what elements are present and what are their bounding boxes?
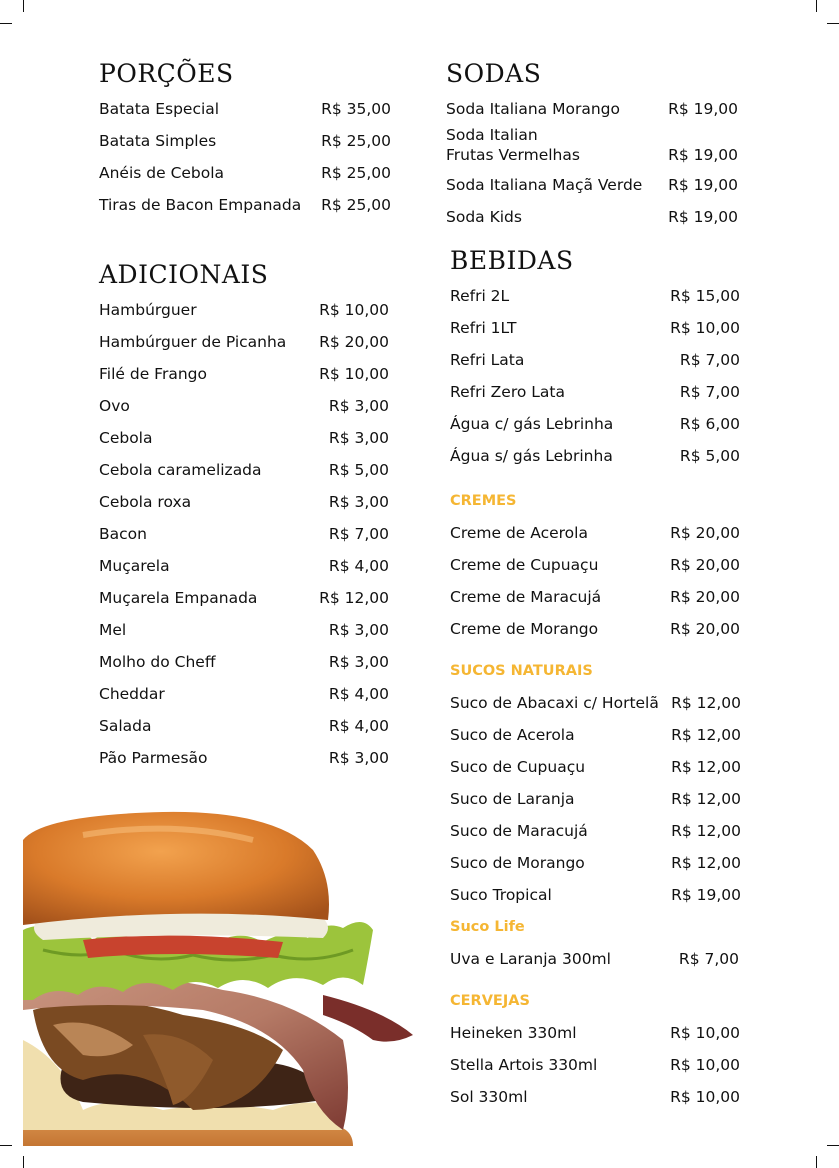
menu-item-price: R$ 12,00 [671, 790, 741, 808]
menu-item-name: Creme de Acerola [450, 524, 588, 542]
menu-item-name: Molho do Cheff [99, 653, 216, 671]
menu-item-name: Batata Especial [99, 100, 220, 118]
menu-item-name: Cebola [99, 429, 153, 447]
section-porcoes [99, 59, 391, 221]
menu-item-name: Batata Simples [99, 132, 217, 150]
menu-item-name: Heineken 330ml [450, 1024, 577, 1042]
menu-item [450, 719, 741, 751]
menu-item-price: R$ 5,00 [679, 447, 740, 465]
menu-item-price: R$ 10,00 [670, 319, 740, 337]
menu-item-name: Creme de Morango [450, 620, 599, 638]
menu-item [450, 517, 740, 549]
menu-item-name: Salada [99, 717, 152, 735]
menu-item-name: Suco Tropical [450, 886, 552, 904]
section-title: PORÇÕES [99, 59, 234, 88]
menu-item-price: R$ 3,00 [328, 493, 389, 511]
menu-item [99, 358, 389, 390]
menu-item-price: R$ 7,00 [328, 525, 389, 543]
menu-item-name: Soda Italiana Morango [446, 100, 620, 118]
crop-mark [23, 1156, 24, 1168]
menu-item [450, 1081, 740, 1113]
menu-item-name: Refri 1LT [450, 319, 517, 337]
section-suco-life [450, 911, 739, 975]
menu-item-price: R$ 3,00 [328, 429, 389, 447]
menu-item [99, 742, 389, 774]
menu-item [450, 613, 740, 645]
menu-item [446, 169, 738, 201]
menu-item [99, 678, 389, 710]
menu-item-price: R$ 19,00 [671, 886, 741, 904]
section-cremes [450, 485, 740, 645]
crop-mark [23, 0, 24, 12]
menu-item-price: R$ 4,00 [328, 685, 389, 703]
menu-item-list [99, 93, 391, 221]
menu-item-price: R$ 12,00 [671, 758, 741, 776]
menu-item [450, 312, 740, 344]
menu-item [450, 751, 741, 783]
menu-item-price: R$ 19,00 [668, 100, 738, 118]
menu-item-list [450, 517, 740, 645]
menu-item-name: Tiras de Bacon Empanada [99, 196, 302, 214]
menu-item [446, 93, 738, 125]
menu-item-price: R$ 20,00 [670, 556, 740, 574]
crop-mark [816, 0, 817, 12]
menu-item [99, 157, 391, 189]
menu-item-name: Água s/ gás Lebrinha [450, 447, 613, 465]
menu-item-price: R$ 3,00 [328, 653, 389, 671]
menu-item [450, 344, 740, 376]
menu-item-price: R$ 10,00 [670, 1088, 740, 1106]
menu-item-name: Pão Parmesão [99, 749, 208, 767]
menu-item-price: R$ 4,00 [328, 717, 389, 735]
menu-item-name: Ovo [99, 397, 130, 415]
menu-item-name: Stella Artois 330ml [450, 1056, 598, 1074]
menu-item [99, 326, 389, 358]
menu-item [99, 125, 391, 157]
menu-item-price: R$ 5,00 [328, 461, 389, 479]
menu-item-list [450, 1017, 740, 1113]
section-cervejas [450, 985, 740, 1113]
menu-item [450, 847, 741, 879]
menu-item [450, 376, 740, 408]
menu-item-price: R$ 20,00 [670, 620, 740, 638]
crop-mark [816, 1156, 817, 1168]
menu-item-name: Filé de Frango [99, 365, 207, 383]
menu-item [99, 454, 389, 486]
menu-item-name: Muçarela Empanada [99, 589, 258, 607]
menu-item-name: Cheddar [99, 685, 165, 703]
section-title: BEBIDAS [450, 246, 574, 275]
menu-item [450, 783, 741, 815]
menu-item [99, 710, 389, 742]
menu-item [99, 614, 389, 646]
menu-item [450, 1049, 740, 1081]
menu-item-list [450, 280, 740, 472]
menu-item-price: R$ 3,00 [328, 749, 389, 767]
section-bebidas [450, 246, 740, 472]
crop-mark [0, 23, 12, 24]
section-title: SODAS [446, 59, 542, 88]
menu-item [99, 294, 389, 326]
menu-item [99, 582, 389, 614]
menu-item-price: R$ 10,00 [319, 301, 389, 319]
menu-item-name: Soda Italian Frutas Vermelhas [446, 126, 580, 164]
menu-item-name: Suco de Acerola [450, 726, 575, 744]
menu-item-name: Suco de Morango [450, 854, 585, 872]
menu-item-price: R$ 19,00 [668, 176, 738, 194]
subsection-title: CERVEJAS [450, 993, 530, 1009]
menu-item-price: R$ 20,00 [319, 333, 389, 351]
burger-photo-icon [23, 810, 418, 1146]
menu-item-name: Cebola roxa [99, 493, 192, 511]
menu-item [99, 518, 389, 550]
menu-item-name: Hambúrguer [99, 301, 197, 319]
menu-item [450, 549, 740, 581]
menu-item [99, 189, 391, 221]
menu-item-name: Creme de Maracujá [450, 588, 602, 606]
menu-item-list [450, 687, 741, 911]
menu-item [450, 440, 740, 472]
menu-item [450, 280, 740, 312]
menu-item-price: R$ 7,00 [678, 950, 739, 968]
menu-item-price: R$ 25,00 [321, 132, 391, 150]
menu-item-price: R$ 12,00 [671, 822, 741, 840]
menu-item-price: R$ 20,00 [670, 524, 740, 542]
section-sodas [446, 59, 738, 233]
menu-item-price: R$ 7,00 [679, 351, 740, 369]
menu-item-price: R$ 15,00 [670, 287, 740, 305]
menu-item [450, 1017, 740, 1049]
menu-item-name: Suco de Maracujá [450, 822, 588, 840]
menu-item-name: Anéis de Cebola [99, 164, 225, 182]
menu-item-name: Mel [99, 621, 127, 639]
subsection-title: CREMES [450, 493, 517, 509]
section-sucos-naturais [450, 655, 741, 911]
menu-item-name: Cebola caramelizada [99, 461, 262, 479]
menu-item [99, 486, 389, 518]
menu-item-name: Creme de Cupuaçu [450, 556, 599, 574]
menu-item-list [99, 294, 389, 774]
menu-item [450, 815, 741, 847]
crop-mark [827, 1145, 839, 1146]
menu-item-name: Sol 330ml [450, 1088, 528, 1106]
menu-item-price: R$ 35,00 [321, 100, 391, 118]
menu-item [99, 550, 389, 582]
menu-item-price: R$ 7,00 [679, 383, 740, 401]
menu-item-name: Suco de Abacaxi c/ Hortelã [450, 694, 659, 712]
menu-item [450, 581, 740, 613]
menu-item-name: Muçarela [99, 557, 170, 575]
menu-item-price: R$ 25,00 [321, 196, 391, 214]
menu-item-price: R$ 25,00 [321, 164, 391, 182]
menu-item-price: R$ 19,00 [668, 208, 738, 226]
menu-item [450, 687, 741, 719]
menu-item-price: R$ 12,00 [671, 694, 741, 712]
section-adicionais [99, 260, 389, 774]
menu-item [450, 408, 740, 440]
menu-item-price: R$ 3,00 [328, 621, 389, 639]
menu-item-name: Refri 2L [450, 287, 510, 305]
menu-item [450, 879, 741, 911]
section-title: ADICIONAIS [99, 260, 269, 289]
menu-item-price: R$ 3,00 [328, 397, 389, 415]
menu-item-name: Soda Kids [446, 208, 522, 226]
menu-item-price: R$ 10,00 [319, 365, 389, 383]
menu-item-name: Hambúrguer de Picanha [99, 333, 287, 351]
menu-item-price: R$ 10,00 [670, 1024, 740, 1042]
menu-item-price: R$ 19,00 [668, 146, 738, 164]
menu-item-price: R$ 20,00 [670, 588, 740, 606]
menu-item-name: Refri Lata [450, 351, 525, 369]
menu-item [446, 125, 738, 169]
menu-item-price: R$ 12,00 [671, 854, 741, 872]
menu-item [99, 646, 389, 678]
menu-item-price: R$ 4,00 [328, 557, 389, 575]
crop-mark [0, 1145, 12, 1146]
menu-item [450, 943, 739, 975]
menu-item [446, 201, 738, 233]
menu-item-name: Suco de Laranja [450, 790, 575, 808]
menu-item-list [450, 943, 739, 975]
menu-item-price: R$ 12,00 [319, 589, 389, 607]
menu-item [99, 422, 389, 454]
menu-item-name: Soda Italiana Maçã Verde [446, 176, 643, 194]
menu-item-name: Água c/ gás Lebrinha [450, 415, 614, 433]
crop-mark [827, 23, 839, 24]
menu-item-name: Bacon [99, 525, 147, 543]
menu-item-price: R$ 12,00 [671, 726, 741, 744]
menu-item-name: Suco de Cupuaçu [450, 758, 586, 776]
menu-item-name: Uva e Laranja 300ml [450, 950, 611, 968]
menu-item-price: R$ 10,00 [670, 1056, 740, 1074]
menu-item [99, 390, 389, 422]
menu-item-list [446, 93, 738, 233]
subsection-title: SUCOS NATURAIS [450, 663, 593, 679]
menu-item-name: Refri Zero Lata [450, 383, 565, 401]
menu-item [99, 93, 391, 125]
subsection-title: Suco Life [450, 919, 525, 935]
menu-item-price: R$ 6,00 [679, 415, 740, 433]
